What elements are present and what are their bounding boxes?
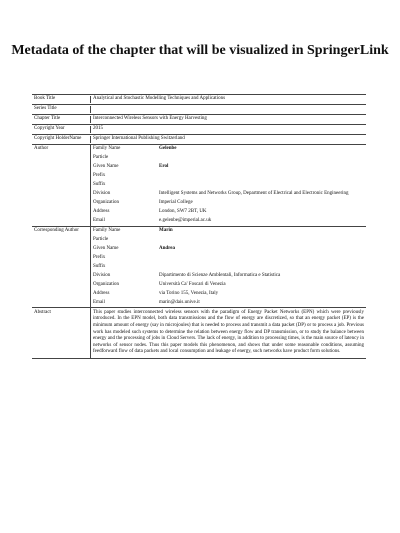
chapter-title-value: Interconnected Wireless Sensors with Energy Harvesting xyxy=(90,116,366,123)
copyright-year-value: 2015 xyxy=(90,126,366,133)
field-label: Prefix xyxy=(93,254,106,260)
page-title: Metadata of the chapter that will be visualized in SpringerLink xyxy=(11,43,389,58)
corr-prefix-row xyxy=(91,253,366,262)
author-prefix-row xyxy=(91,172,366,181)
abstract-label: Abstract xyxy=(34,309,51,315)
corr-suffix xyxy=(157,264,366,271)
corr-email: marin@dais.unive.it xyxy=(159,299,200,305)
corr-particle xyxy=(157,237,366,244)
author-family-name-row xyxy=(91,145,366,154)
author-address: London, SW7 2BT, UK xyxy=(159,208,207,214)
corresponding-author-label: Corresponding Author xyxy=(34,227,79,233)
author-suffix-row xyxy=(91,181,366,190)
author-section xyxy=(32,145,366,226)
abstract-text: This paper studies interconnected wireless sensors with the paradigm of Energy Packet Networks (EPN) which were previously introduced. In the EPN model, both data transmissions and the flow of energy are discretized, so that an energy packet (EP) is the minimum amount of energy (say in microjoules) that is needed to process and transmit a data packet (DP) or to process a job. Previous work has modeled such systems to determine the relation between energy flow and DP transmission, or to study the balance between energy and the processing of jobs in Cloud Servers. The lack of energy, in addition to processing times, is the main source of latency in networks of sensor nodes. Thus this paper models this phenomenon, and shows that under some reasonable conditions, assuming feedforward flow of data packets and local consumption and leakage of energy, such networks have product form solutions. xyxy=(90,308,366,358)
series-title-value xyxy=(90,106,366,113)
author-division-row xyxy=(91,190,366,199)
series-title-label: Series Title xyxy=(34,106,57,112)
copyright-holder-value: Springer International Publishing Switzerland xyxy=(90,136,366,143)
metadata-table xyxy=(32,94,366,359)
corr-suffix-row xyxy=(91,262,366,271)
chapter-title-row xyxy=(32,115,366,124)
author-label: Author xyxy=(34,146,49,152)
author-organization: Imperial College xyxy=(159,199,193,205)
abstract-section xyxy=(32,308,366,358)
corr-family-name-row xyxy=(91,227,366,236)
corr-address: via Torino 155, Venezia, Italy xyxy=(159,290,219,296)
field-label: Address xyxy=(93,208,110,214)
book-title-row xyxy=(32,95,366,104)
copyright-year-label: Copyright Year xyxy=(34,126,65,132)
copyright-holder-label: Copyright HolderName xyxy=(34,136,82,142)
corr-given-name: Andrea xyxy=(159,245,176,251)
corr-organization-row xyxy=(91,280,366,289)
book-title-value: Analytical and Stochastic Modelling Techniques and Applications xyxy=(90,96,366,103)
field-label: Address xyxy=(93,290,110,296)
corr-division-row xyxy=(91,271,366,280)
author-address-row xyxy=(91,208,366,217)
field-label: Family Name xyxy=(93,227,121,233)
corr-family-name: Marin xyxy=(159,227,173,233)
author-particle xyxy=(157,155,366,162)
field-label: Given Name xyxy=(93,245,119,251)
author-organization-row xyxy=(91,199,366,208)
author-particle-row xyxy=(91,154,366,163)
field-label: Prefix xyxy=(93,172,106,178)
corr-particle-row xyxy=(91,236,366,245)
author-given-name: Erol xyxy=(159,163,169,169)
series-title-row xyxy=(32,105,366,114)
copyright-holder-row xyxy=(32,135,366,144)
corr-given-name-row xyxy=(91,245,366,254)
corr-organization: Università Ca' Foscari di Venezia xyxy=(159,281,226,287)
field-label: Particle xyxy=(93,236,109,242)
corr-division: Dipartimento di Scienze AmbIentali, Informatica e Statistica xyxy=(159,272,281,278)
field-label: Email xyxy=(93,217,105,223)
corr-address-row xyxy=(91,289,366,298)
corr-email-row xyxy=(91,298,366,307)
chapter-title-label: Chapter Title xyxy=(34,116,61,122)
book-title-label: Book Title xyxy=(34,96,56,102)
author-prefix xyxy=(157,173,366,180)
field-label: Particle xyxy=(93,155,109,160)
field-label: Organization xyxy=(93,281,120,287)
author-family-name: Gelenbe xyxy=(159,146,177,152)
author-email: e.gelenbe@imperial.ac.uk xyxy=(159,217,212,223)
field-label: Family Name xyxy=(93,146,121,152)
corr-prefix xyxy=(157,255,366,262)
author-given-name-row xyxy=(91,163,366,172)
copyright-year-row xyxy=(32,125,366,134)
author-division: Intelligent Systems and Networks Group, Department of Electrical and Electronic Engineering xyxy=(159,190,349,196)
field-label: Suffix xyxy=(93,181,106,187)
author-email-row xyxy=(91,217,366,226)
author-suffix xyxy=(157,182,366,189)
corresponding-author-section xyxy=(32,227,366,308)
field-label: Email xyxy=(93,299,105,305)
field-label: Division xyxy=(93,272,111,278)
field-label: Division xyxy=(93,190,111,196)
field-label: Suffix xyxy=(93,263,106,269)
field-label: Organization xyxy=(93,199,120,205)
field-label: Given Name xyxy=(93,163,119,169)
